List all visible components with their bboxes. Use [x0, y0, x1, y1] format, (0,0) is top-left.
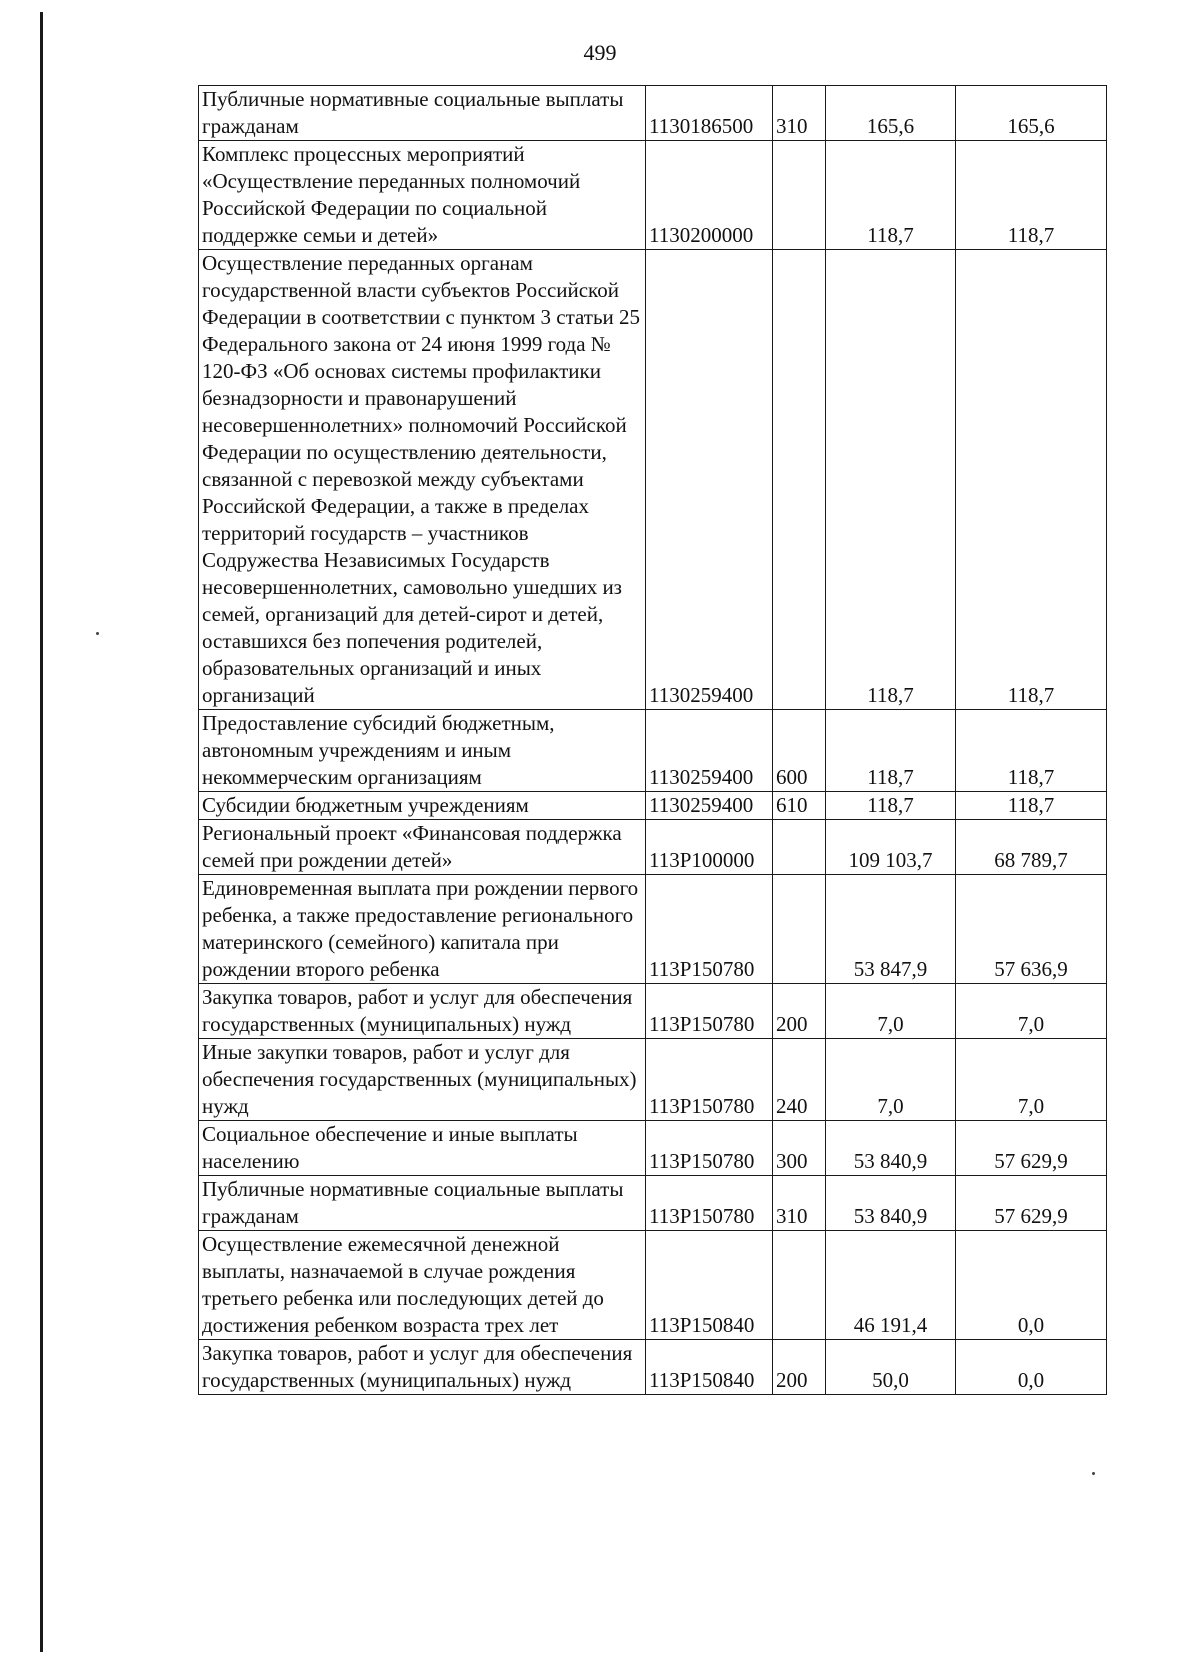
row-description: Социальное обеспечение и иные выплаты населению: [199, 1121, 646, 1176]
row-amount-year-1: 118,7: [826, 141, 956, 250]
row-expense-type: [773, 1231, 826, 1340]
table-row: [199, 1039, 1107, 1121]
row-description: Предоставление субсидий бюджетным, автономным учреждениям и иным некоммерческим организациям: [199, 710, 646, 792]
row-amount-year-2: 0,0: [956, 1231, 1107, 1340]
table-row: [199, 250, 1107, 710]
row-expense-type: 200: [773, 984, 826, 1039]
row-target-code: 113Р150780: [646, 1176, 773, 1231]
scan-speck: [1092, 1472, 1095, 1475]
row-amount-year-1: 118,7: [826, 250, 956, 710]
row-expense-type: 200: [773, 1340, 826, 1395]
row-description: Закупка товаров, работ и услуг для обеспечения государственных (муниципальных) нужд: [199, 984, 646, 1039]
row-expense-type: [773, 875, 826, 984]
row-amount-year-1: 7,0: [826, 984, 956, 1039]
table-row: [199, 792, 1107, 820]
row-target-code: 113Р150780: [646, 875, 773, 984]
row-amount-year-2: 7,0: [956, 1039, 1107, 1121]
budget-table: [198, 85, 1107, 1395]
row-amount-year-1: 165,6: [826, 86, 956, 141]
row-target-code: 1130259400: [646, 792, 773, 820]
row-description: Осуществление ежемесячной денежной выплаты, назначаемой в случае рождения третьего ребенка или последующих детей до достижения ребенком возраста трех лет: [199, 1231, 646, 1340]
row-amount-year-1: 118,7: [826, 792, 956, 820]
row-amount-year-2: 118,7: [956, 141, 1107, 250]
row-expense-type: [773, 250, 826, 710]
row-description: Региональный проект «Финансовая поддержка семей при рождении детей»: [199, 820, 646, 875]
row-target-code: 1130186500: [646, 86, 773, 141]
row-amount-year-2: 118,7: [956, 792, 1107, 820]
binding-margin-line: [40, 12, 43, 1652]
row-target-code: 113Р150780: [646, 1039, 773, 1121]
row-expense-type: 600: [773, 710, 826, 792]
row-amount-year-2: 57 629,9: [956, 1121, 1107, 1176]
row-expense-type: 240: [773, 1039, 826, 1121]
row-description: Комплекс процессных мероприятий «Осуществление переданных полномочий Российской Федерации по социальной поддержке семьи и детей»: [199, 141, 646, 250]
table-row: [199, 1121, 1107, 1176]
table-row: [199, 141, 1107, 250]
row-description: Публичные нормативные социальные выплаты гражданам: [199, 86, 646, 141]
row-expense-type: [773, 141, 826, 250]
scan-speck: [96, 632, 99, 635]
row-target-code: 113Р150840: [646, 1340, 773, 1395]
table-row: [199, 1340, 1107, 1395]
row-amount-year-1: 53 847,9: [826, 875, 956, 984]
row-expense-type: 610: [773, 792, 826, 820]
row-expense-type: 310: [773, 1176, 826, 1231]
row-amount-year-1: 50,0: [826, 1340, 956, 1395]
table-row: [199, 1176, 1107, 1231]
row-description: Закупка товаров, работ и услуг для обеспечения государственных (муниципальных) нужд: [199, 1340, 646, 1395]
row-amount-year-2: 0,0: [956, 1340, 1107, 1395]
row-expense-type: 310: [773, 86, 826, 141]
row-target-code: 113Р100000: [646, 820, 773, 875]
budget-table-body: [199, 86, 1107, 1395]
row-expense-type: [773, 820, 826, 875]
row-target-code: 113Р150840: [646, 1231, 773, 1340]
table-row: [199, 86, 1107, 141]
row-target-code: 113Р150780: [646, 1121, 773, 1176]
row-amount-year-2: 7,0: [956, 984, 1107, 1039]
row-target-code: 1130259400: [646, 250, 773, 710]
row-description: Иные закупки товаров, работ и услуг для обеспечения государственных (муниципальных) нужд: [199, 1039, 646, 1121]
row-amount-year-2: 118,7: [956, 250, 1107, 710]
row-amount-year-2: 57 636,9: [956, 875, 1107, 984]
row-target-code: 113Р150780: [646, 984, 773, 1039]
row-amount-year-1: 53 840,9: [826, 1176, 956, 1231]
table-row: [199, 875, 1107, 984]
row-description: Осуществление переданных органам государственной власти субъектов Российской Федерации в соответствии с пунктом 3 статьи 25 Федерального закона от 24 июня 1999 года № 120-ФЗ «Об основах системы профилактики безнадзорности и правонарушений несовершеннолетних» полномочий Российской Федерации по осуществлению деятельности, связанной с перевозкой между субъектами Российской Федерации, а также в пределах территорий государств – участников Содружества Независимых Государств несовершеннолетних, самовольно ушедших из семей, организаций для детей-сирот и детей, оставшихся без попечения родителей, образовательных организаций и иных организаций: [199, 250, 646, 710]
table-row: [199, 820, 1107, 875]
row-target-code: 1130259400: [646, 710, 773, 792]
row-amount-year-2: 57 629,9: [956, 1176, 1107, 1231]
row-amount-year-2: 118,7: [956, 710, 1107, 792]
row-description: Единовременная выплата при рождении первого ребенка, а также предоставление регионального материнского (семейного) капитала при рождении второго ребенка: [199, 875, 646, 984]
row-amount-year-1: 118,7: [826, 710, 956, 792]
row-description: Субсидии бюджетным учреждениям: [199, 792, 646, 820]
row-amount-year-1: 7,0: [826, 1039, 956, 1121]
row-amount-year-2: 165,6: [956, 86, 1107, 141]
row-target-code: 1130200000: [646, 141, 773, 250]
row-expense-type: 300: [773, 1121, 826, 1176]
row-description: Публичные нормативные социальные выплаты гражданам: [199, 1176, 646, 1231]
row-amount-year-1: 53 840,9: [826, 1121, 956, 1176]
table-row: [199, 710, 1107, 792]
row-amount-year-1: 109 103,7: [826, 820, 956, 875]
page-number: 499: [583, 40, 617, 65]
table-row: [199, 1231, 1107, 1340]
row-amount-year-2: 68 789,7: [956, 820, 1107, 875]
row-amount-year-1: 46 191,4: [826, 1231, 956, 1340]
table-row: [199, 984, 1107, 1039]
